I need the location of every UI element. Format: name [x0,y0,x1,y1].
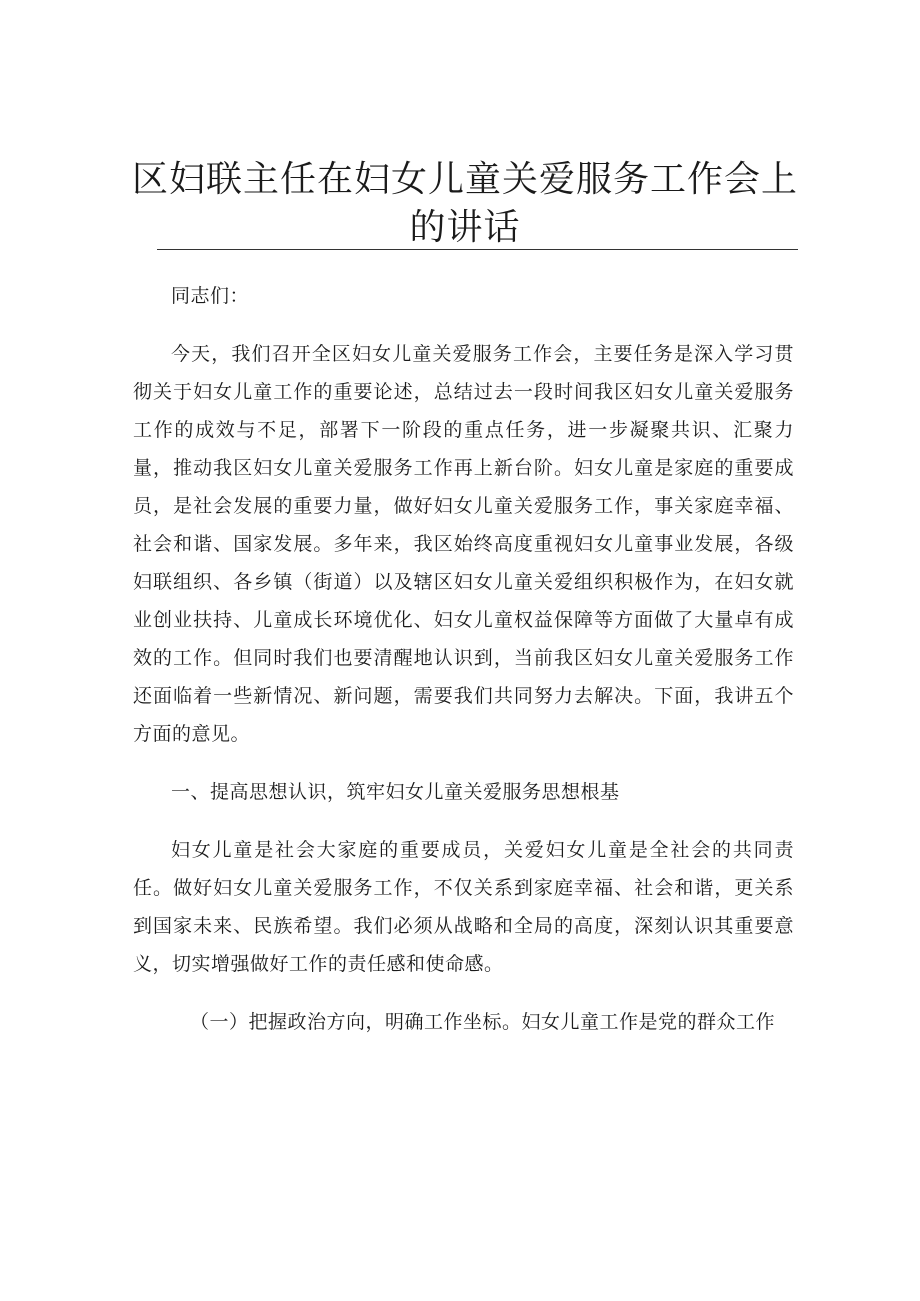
document-body [133,277,794,1041]
section-1-paragraph: 妇女儿童是社会大家庭的重要成员，关爱妇女儿童是全社会的共同责任。做好妇女儿童关爱服务工作，不仅关系到家庭幸福、社会和谐，更关系到国家未来、民族希望。我们必须从战略和全局的高度，深刻认识其重要意义，切实增强做好工作的责任感和使命感。 [133,839,794,975]
salutation: 同志们： [171,285,250,307]
subsection-paragraph-1: （一）把握政治方向，明确工作坐标。妇女儿童工作是党的群众工作 [190,1011,776,1033]
title-underline [157,249,798,250]
section-heading-1: 一、提高思想认识，筑牢妇女儿童关爱服务思想根基 [171,781,620,803]
document-title: 区妇联主任在妇女儿童关爱服务工作会上的讲话 [131,159,798,248]
intro-paragraph: 今天，我们召开全区妇女儿童关爱服务工作会，主要任务是深入学习贯彻关于妇女儿童工作的重要论述，总结过去一段时间我区妇女儿童关爱服务工作的成效与不足，部署下一阶段的重点任务，进一步凝聚共识、汇聚力量，推动我区妇女儿童关爱服务工作再上新台阶。妇女儿童是家庭的重要成员，是社会发展的重要力量，做好妇女儿童关爱服务工作，事关家庭幸福、社会和谐、国家发展。多年来，我区始终高度重视妇女儿童事业发展，各级妇联组织、各乡镇（街道）以及辖区妇女儿童关爱组织积极作为，在妇女就业创业扶持、儿童成长环境优化、妇女儿童权益保障等方面做了大量卓有成效的工作。但同时我们也要清醒地认识到，当前我区妇女儿童关爱服务工作还面临着一些新情况、新问题，需要我们共同努力去解决。下面，我讲五个方面的意见。 [133,343,794,745]
